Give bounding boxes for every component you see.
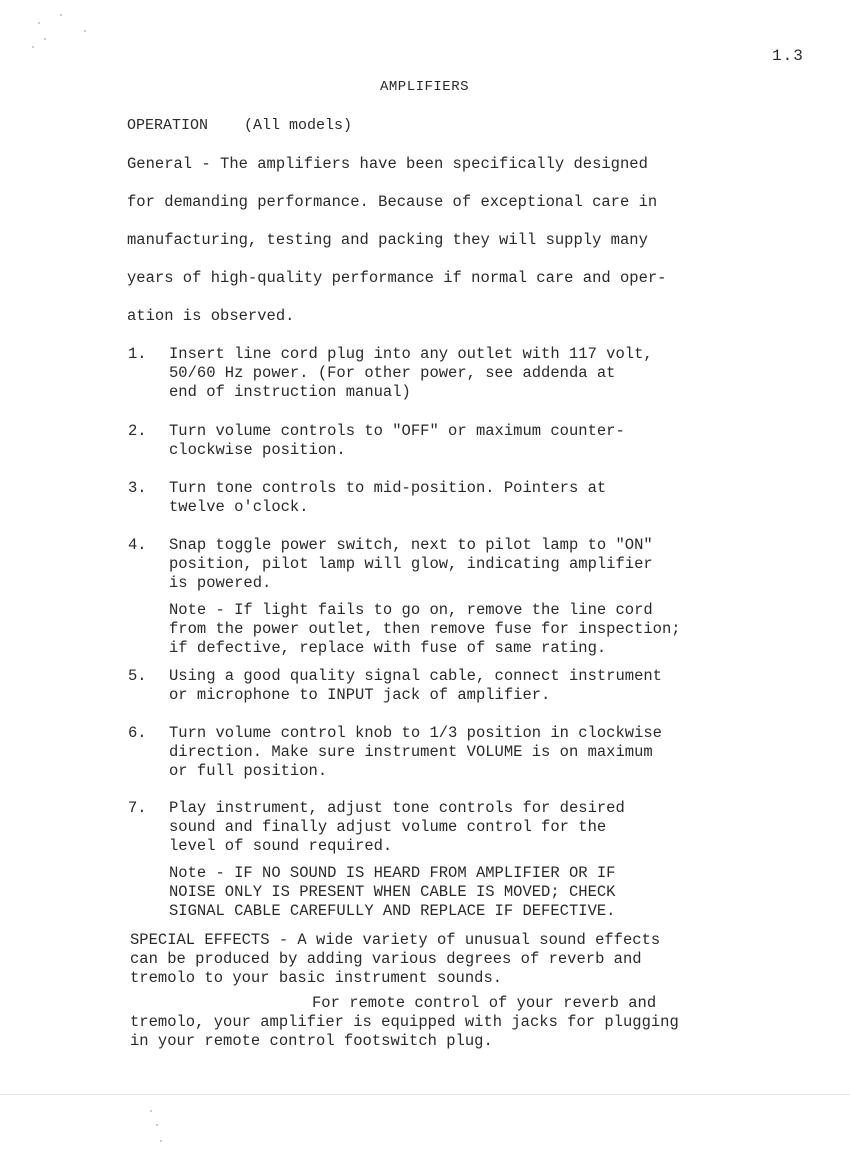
general-line: years of high-quality performance if normal care and oper- [127,269,667,287]
step-1 [128,345,749,402]
general-paragraph [127,150,727,340]
scan-speck [84,30,86,32]
step-number: 3. [128,479,147,497]
section-heading [127,117,352,134]
step-5 [128,667,749,705]
general-line: for demanding performance. Because of exceptional care in [127,193,658,211]
remote-control-line: in your remote control footswitch plug. [130,1032,493,1050]
step-line: Using a good quality signal cable, connect instrument [169,667,662,685]
section-heading-label: OPERATION [127,117,209,134]
step-2 [128,422,749,460]
page-number: 1.3 [772,47,804,65]
special-effects-line: tremolo to your basic instrument sounds. [130,969,503,987]
note-line: Note - IF NO SOUND IS HEARD FROM AMPLIFIER OR IF [169,864,616,882]
general-line: General - The amplifiers have been specifically designed [127,155,648,173]
page-title: AMPLIFIERS [380,79,470,95]
step-text [169,422,749,460]
step-6 [128,724,749,781]
step-4 [128,536,749,658]
step-line: Play instrument, adjust tone controls for desired [169,799,625,817]
step-3 [128,479,749,517]
step-line: Turn volume controls to "OFF" or maximum counter- [169,422,625,440]
scan-speck [38,22,40,24]
step-line: position, pilot lamp will glow, indicating amplifier [169,555,653,573]
step-line: end of instruction manual) [169,383,411,401]
remote-control-line: tremolo, your amplifier is equipped with jacks for plugging [130,1013,679,1031]
step-line: Turn tone controls to mid-position. Pointers at [169,479,607,497]
general-line: ation is observed. [127,307,295,325]
step-line: Snap toggle power switch, next to pilot lamp to "ON" [169,536,653,554]
step-line: twelve o'clock. [169,498,309,516]
general-line: manufacturing, testing and packing they will supply many [127,231,648,249]
step-line: Turn volume control knob to 1/3 position in clockwise [169,724,662,742]
scan-speck [156,1124,158,1126]
scan-speck [60,14,62,16]
step-line: or full position. [169,762,328,780]
section-heading-qualifier: (All models) [244,117,353,134]
scan-speck [150,1110,152,1112]
step-line: direction. Make sure instrument VOLUME is on maximum [169,743,653,761]
note-line: SIGNAL CABLE CAREFULLY AND REPLACE IF DEFECTIVE. [169,902,616,920]
step-line: or microphone to INPUT jack of amplifier. [169,686,551,704]
remote-control-line: For remote control of your reverb and [312,994,657,1012]
remote-control-paragraph [130,994,679,1051]
step-line: sound and finally adjust volume control for the [169,818,607,836]
note-line: if defective, replace with fuse of same rating. [169,639,607,657]
step-text [169,799,749,856]
scan-speck [160,1140,162,1142]
step-text [169,667,749,705]
step-line: is powered. [169,574,272,592]
special-effects-line: SPECIAL EFFECTS - A wide variety of unusual sound effects [130,931,661,949]
step-line: Insert line cord plug into any outlet with 117 volt, [169,345,653,363]
step-number: 5. [128,667,147,685]
step-number: 7. [128,799,147,817]
step-text [169,536,749,593]
scan-speck [32,46,34,48]
page-edge-line [0,1094,850,1095]
note-line: from the power outlet, then remove fuse for inspection; [169,620,681,638]
step-note [169,601,749,658]
step-number: 1. [128,345,147,363]
step-line: clockwise position. [169,441,346,459]
step-number: 6. [128,724,147,742]
step-text [169,724,749,781]
note-line: Note - If light fails to go on, remove the line cord [169,601,653,619]
special-effects-paragraph [130,931,660,988]
scan-speck [44,38,46,40]
step-7 [128,799,749,921]
step-line: 50/60 Hz power. (For other power, see addenda at [169,364,616,382]
step-number: 2. [128,422,147,440]
step-text [169,479,749,517]
step-text [169,345,749,402]
special-effects-line: can be produced by adding various degrees of reverb and [130,950,642,968]
step-number: 4. [128,536,147,554]
step-note [169,864,749,921]
note-line: NOISE ONLY IS PRESENT WHEN CABLE IS MOVED; CHECK [169,883,616,901]
step-line: level of sound required. [169,837,393,855]
